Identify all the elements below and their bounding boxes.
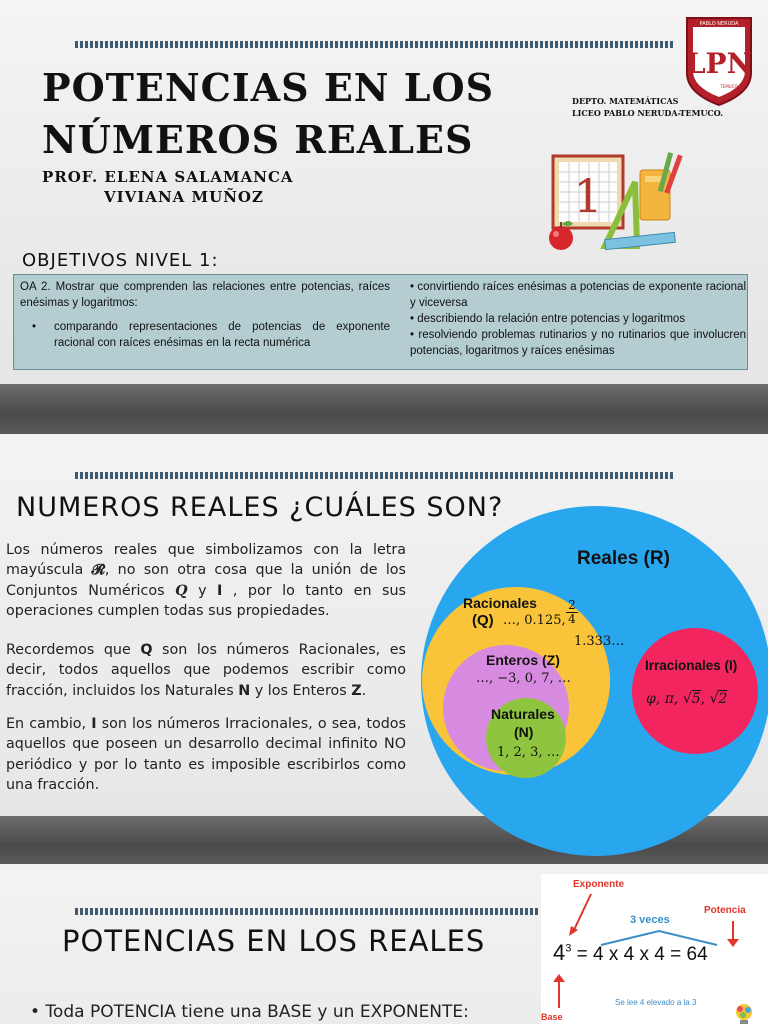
objective-text: resolviendo problemas rutinarios y no rutinarios que involucren potencias, logaritmos y raíces enésimas [410,329,746,357]
symbol-z: Z [351,682,362,699]
enteros-examples: …, −3, 0, 7, … [476,671,571,686]
slide-1 [0,0,768,434]
power-expression [553,940,708,966]
bullet-glyph: • [410,313,415,325]
base-label: Base [541,1012,563,1022]
racionales-symbol: (Q) [472,612,494,629]
power-diagram [541,874,768,1024]
objectives-title: OBJETIVOS NIVEL 1: [22,250,219,271]
naturales-examples: 1, 2, 3, … [497,745,560,760]
fraction-denominator: 4 [566,612,578,626]
logo-letters: LPN [685,47,753,80]
slide-footer-band [0,384,768,434]
irracionales-examples [646,691,727,707]
title-line-1: POTENCIAS EN LOS [42,65,495,110]
objective-item [410,279,746,311]
power-definition-bullet: • Toda POTENCIA tiene una BASE y un EXPONENTE: [30,1002,469,1022]
enteros-label: Enteros (Z) [486,652,560,668]
paragraph-reales: Los números reales que simbolizamos con la letra mayúscula 𝓡, no son otra cosa que la unión de los Conjuntos Numéricos 𝑸 y I , por lo tanto en sus operaciones cumplen todas sus propiedades. [6,542,406,619]
expansion: = 4 x 4 x 4 = 64 [576,944,708,965]
objective-item [410,311,746,327]
naturales-symbol: (N) [514,724,534,740]
dashed-divider [75,908,539,915]
section-title: POTENCIAS EN LOS REALES [62,924,486,958]
potencia-label: Potencia [704,905,746,916]
symbol-r: 𝓡 [91,562,105,579]
paragraph-irracionales: En cambio, I son los números Irracionales, o sea, todos aquellos que poseen un desarrollo decimal infinito NO periódico y por lo tanto es imposible escribirlos como una fracción. [6,716,406,793]
teacher-name-2: VIVIANA MUÑOZ [104,188,264,206]
base-number: 4 [553,940,566,965]
bullet-glyph: • [410,281,415,293]
svg-text:1: 1 [573,169,603,223]
reales-label: Reales (R) [577,548,670,569]
fraction-numerator: 2 [568,598,576,612]
logo-top-text: PABLO NERUDA [699,21,739,27]
slide-title [42,62,494,166]
slide-2 [0,434,768,864]
symbol-n: N [238,682,251,699]
objectives-box [13,274,748,370]
objectives-right-column [410,279,746,359]
objective-item [410,327,746,359]
reading-caption: Se lee 4 elevado a la 3 [615,998,697,1007]
objectives-left-column [20,279,390,351]
logo-bottom-text: TEMUCO [720,84,738,89]
sqrt-radicand: 5 [691,691,701,707]
irracionales-label: Irracionales (I) [645,658,738,673]
section-title: NUMEROS REALES ¿CUÁLES SON? [16,492,504,523]
dashed-divider [75,41,673,48]
irracionales-examples-prefix: φ, π, [646,691,683,707]
bullet-glyph: • [32,321,37,333]
exponente-label: Exponente [573,879,625,890]
potencia-arrow [723,919,743,949]
symbol-q: 𝑸 [175,582,188,599]
base-arrow [543,972,567,1012]
lightbulb-icon [731,1002,757,1024]
bullet-glyph: • [410,329,415,341]
paragraph-racionales: Recordemos que Q son los números Racionales, es decir, todos aquellos que podemos escribir como fracción, incluidos los Naturales N y los Enteros Z. [6,642,406,699]
naturales-label: Naturales [491,706,555,722]
symbol-q: Q [140,642,153,658]
separator: , [700,691,710,707]
veces-label: 3 veces [630,914,670,926]
racionales-examples-2: 1.333… [574,634,625,649]
sqrt-symbol: √ [682,691,692,707]
objective-bullet [20,319,390,351]
exponente-arrow [565,892,595,938]
racionales-examples: …, 0.125, [503,613,566,628]
dashed-divider [75,472,673,479]
objective-text: describiendo la relación entre potencias y logaritmos [417,313,686,325]
title-line-2: NÚMEROS REALES [42,117,474,162]
symbol-i: I [91,716,97,732]
exponent-number: 3 [565,942,572,955]
symbol-i: I [217,582,223,599]
department-label: DEPTO. MATEMÁTICAS [572,96,679,106]
school-label: LICEO PABLO NERUDA-TEMUCO. [572,108,724,118]
school-supplies-illustration [545,142,695,252]
fraction-two-fourths [566,599,578,626]
sqrt-radicand: 2 [718,691,728,707]
teacher-name-1: PROF. ELENA SALAMANCA [42,168,294,186]
sqrt-symbol: √ [709,691,719,707]
school-logo [684,15,754,107]
racionales-label: Racionales [463,595,537,611]
oa-text: OA 2. Mostrar que comprenden las relaciones entre potencias, raíces enésimas y logaritmos: [20,281,390,309]
objective-text: convirtiendo raíces enésimas a potencias de exponente racional y viceversa [410,281,747,309]
slide-3 [0,864,768,1024]
objective-text: comparando representaciones de potencias de exponente racional con raíces enésimas en la recta numérica [54,321,390,349]
